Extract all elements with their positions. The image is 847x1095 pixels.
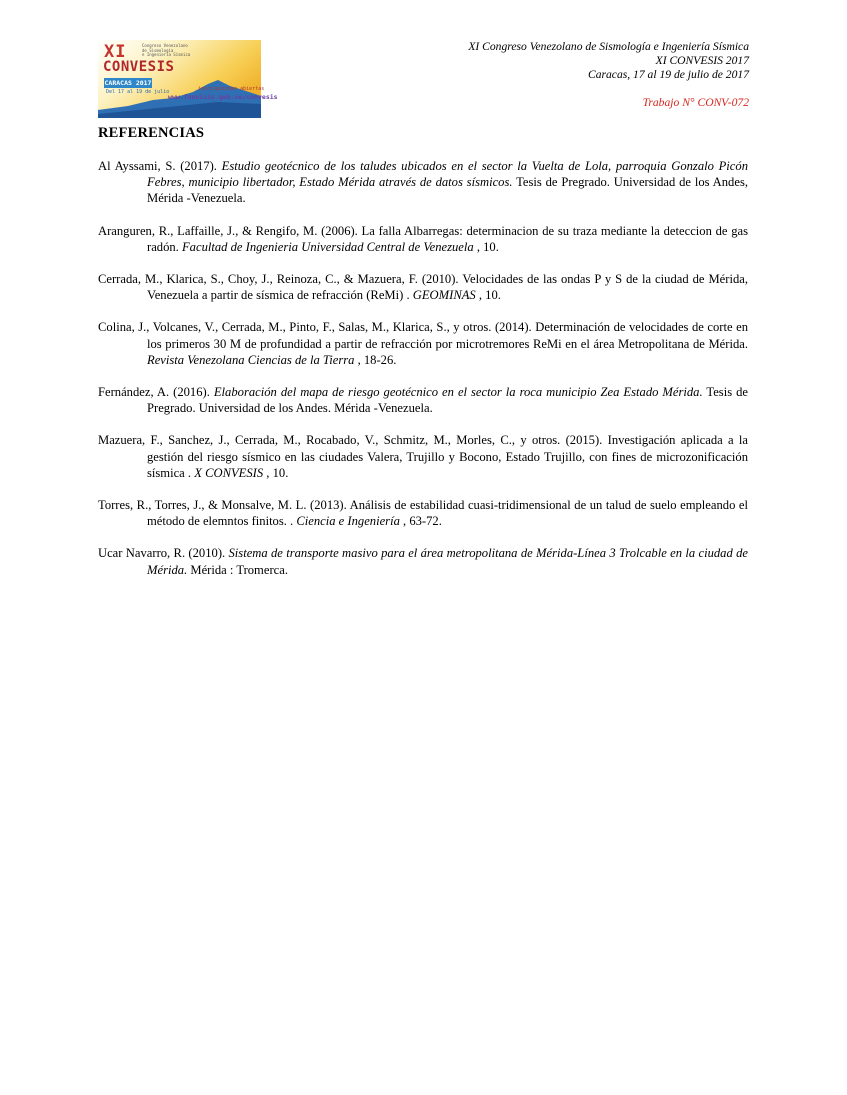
paper-number: Trabajo N° CONV-072 — [642, 96, 749, 109]
reference-italic: Estudio geotécnico de los taludes ubicados en el sector la Vuelta de Lola, parroquia Gonzalo Picón Febres, municipio libertador, Estado Mérida através de datos sísmicos. — [147, 159, 748, 190]
reference-item — [98, 497, 748, 529]
reference-text: Mérida : Tromerca. — [187, 562, 288, 577]
reference-item — [98, 319, 748, 368]
reference-text: Tesis de Pregrado. Universidad de los Andes. Mérida -Venezuela. — [147, 385, 748, 416]
reference-text: Ucar Navarro, R. (2010). — [98, 546, 229, 561]
logo-dates: Del 17 al 19 de julio — [106, 89, 170, 95]
reference-text: Fernández, A. (2016). — [98, 385, 214, 400]
logo-url: www.funvisis.gob.ve/convesis — [168, 93, 278, 101]
reference-text: , 10. — [263, 465, 289, 480]
reference-text: Tesis de Pregrado. Universidad de los Andes, Mérida -Venezuela. — [147, 175, 748, 206]
reference-text: , 10. — [475, 288, 501, 303]
reference-italic: Sistema de transporte masivo para el área metropolitana de Mérida-Línea 3 Trolcable en la ciudad de Mérida. — [147, 546, 748, 577]
header-conference-short: XI CONVESIS 2017 — [655, 54, 749, 67]
reference-item — [98, 545, 748, 577]
reference-item — [98, 223, 748, 255]
reference-text: Torres, R., Torres, J., & Monsalve, M. L. (2013). Análisis de estabilidad cuasi-tridimensional de un talud de suelo empleando el método de elemntos finitos. . — [98, 498, 748, 529]
reference-text: , 63-72. — [399, 514, 442, 529]
header-conference-name: XI Congreso Venezolano de Sismología e Ingeniería Sísmica — [468, 40, 749, 53]
logo-subtitle-line: Congreso Venezolano — [142, 43, 188, 48]
reference-text: , 10. — [473, 239, 499, 254]
reference-text: Mazuera, F., Sanchez, J., Cerrada, M., Rocabado, V., Schmitz, M., Morles, C., y otros. (2015). Investigación aplicada a la gestión del riesgo sísmico en las ciudades Valera, Trujillo y Bocono, Estado Trujillo, con fines de microzonificación sísmica . — [98, 433, 748, 480]
section-title: REFERENCIAS — [98, 125, 205, 141]
reference-list — [98, 158, 748, 594]
logo-edition: XI — [104, 42, 127, 62]
reference-italic: Facultad de Ingenieria Universidad Central de Venezuela — [181, 239, 474, 254]
reference-text: Cerrada, M., Klarica, S., Choy, J., Reinoza, C., & Mazuera, F. (2010). Velocidades de las ondas P y S de la ciudad de Mérida, Venezuela a partir de sísmica de refracción (ReMi) . — [98, 272, 748, 303]
reference-text: Colina, J., Volcanes, V., Cerrada, M., Pinto, F., Salas, M., Klarica, S., y otros. (2014). Determinación de velocidades de corte en los primeros 30 M de profundidad a partir de refracción por microtremores ReMi en el área Metropolitana de Mérida. — [98, 320, 748, 351]
logo-registration: inscripciones abiertas — [198, 86, 265, 92]
reference-item — [98, 432, 748, 481]
convesis-logo — [98, 40, 278, 118]
reference-italic: Ciencia e Ingeniería — [296, 514, 400, 529]
reference-item — [98, 384, 748, 416]
reference-italic: Elaboración del mapa de riesgo geotécnico en el sector la roca municipio Zea Estado Mérida. — [213, 385, 703, 400]
logo-subtitle-line: de Sismología — [142, 47, 174, 53]
reference-italic: GEOMINAS — [412, 288, 476, 303]
reference-text: , 18-26. — [354, 352, 397, 367]
reference-item — [98, 271, 748, 303]
logo-subtitle-line: e Ingeniería Sísmica — [142, 52, 191, 57]
reference-text: Aranguren, R., Laffaille, J., & Rengifo, M. (2006). La falla Albarregas: determinacion de su traza mediante la deteccion de gas radón. — [98, 223, 748, 254]
reference-item — [98, 158, 748, 207]
logo-city-badge: CARACAS 2017 — [104, 79, 152, 87]
header-conference-dates: Caracas, 17 al 19 de julio de 2017 — [587, 68, 749, 81]
reference-italic: X CONVESIS — [194, 465, 264, 480]
logo-subtitle — [142, 44, 190, 58]
logo-name: CONVESIS — [103, 59, 175, 75]
reference-italic: Revista Venezolana Ciencias de la Tierra — [147, 352, 355, 367]
reference-text: Al Ayssami, S. (2017). — [98, 159, 222, 173]
